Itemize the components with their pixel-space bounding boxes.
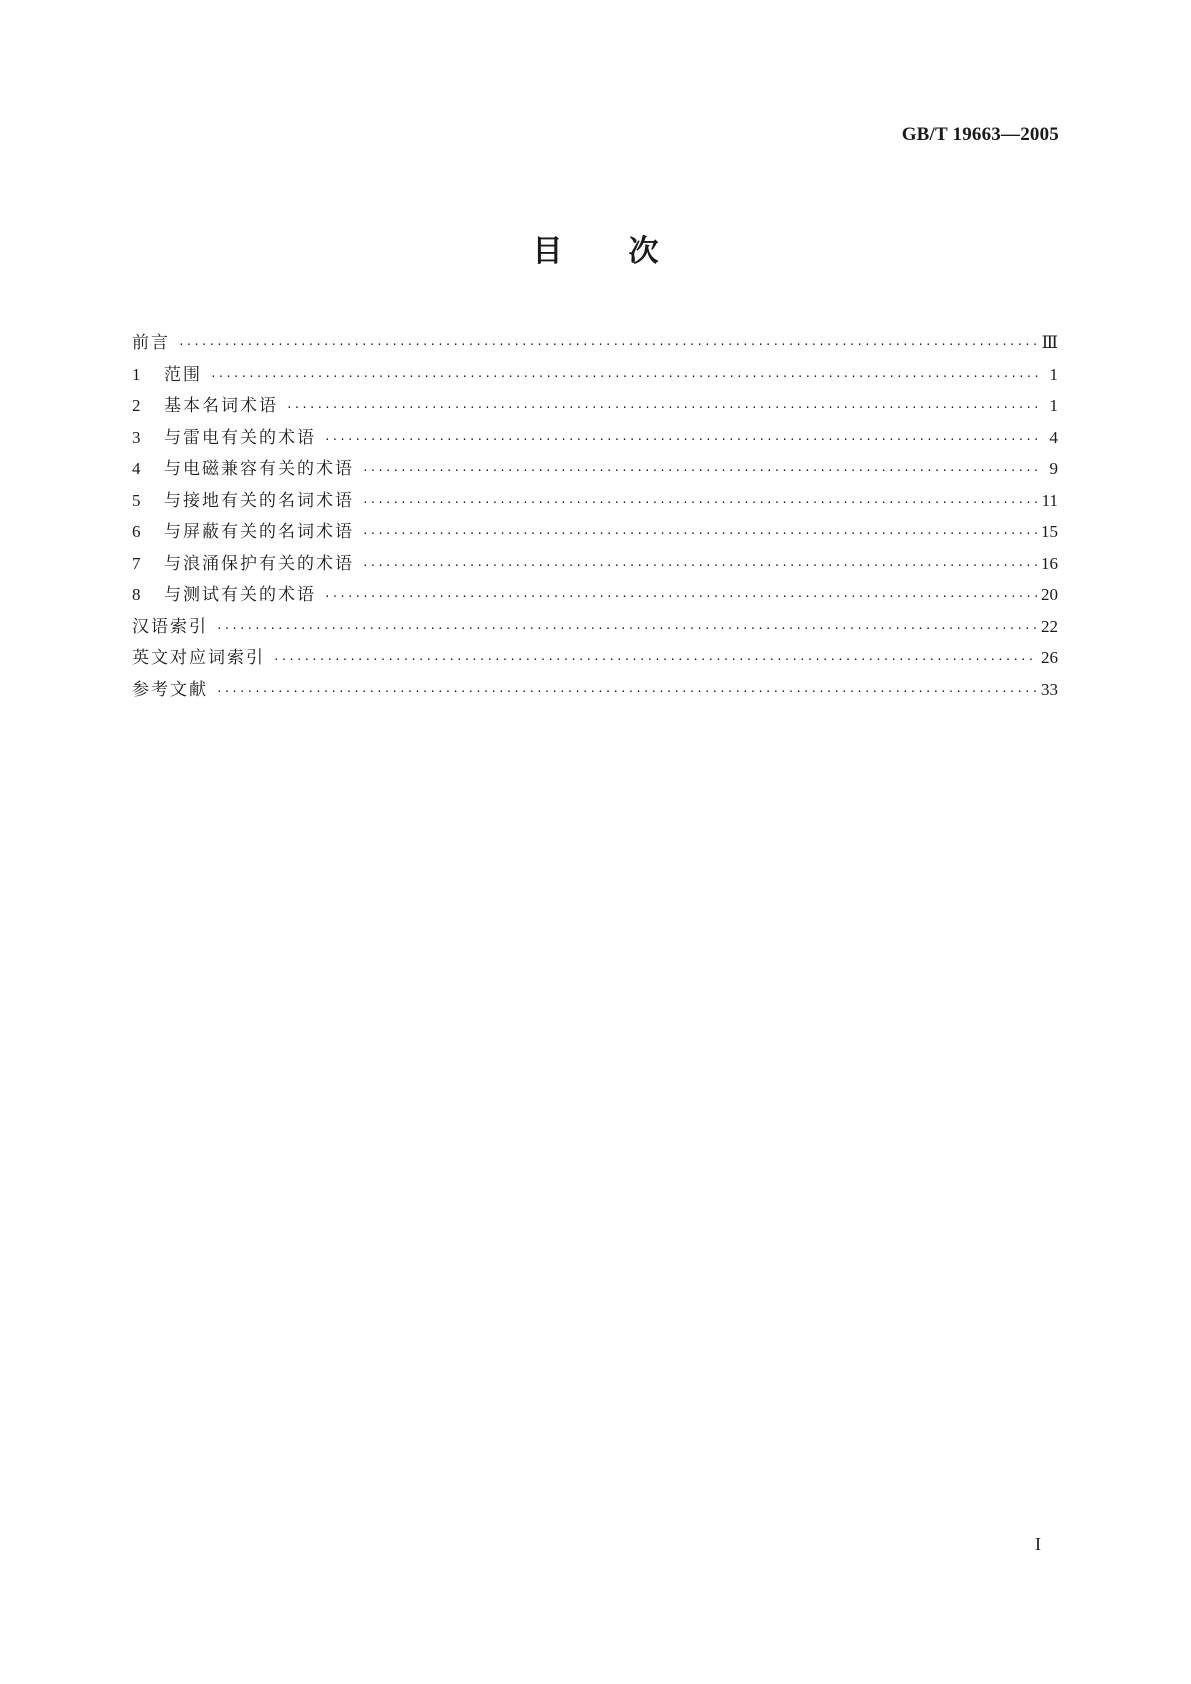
toc-entry-6[interactable]: [132, 517, 1058, 549]
toc-entry-label: 参考文献: [132, 679, 208, 700]
toc-leader-dots: [362, 559, 1037, 572]
toc-entry-label: 汉语索引: [132, 616, 208, 637]
toc-leader-dots: [216, 685, 1037, 698]
toc-entry-5[interactable]: [132, 486, 1058, 518]
toc-entry-page: Ⅲ: [1041, 333, 1058, 352]
toc-entry-number: 7: [132, 553, 141, 573]
toc-entry-page: 1: [1049, 364, 1058, 384]
toc-entry-label: 与雷电有关的术语: [164, 427, 316, 448]
toc-entry-label: 与接地有关的名词术语: [164, 490, 354, 511]
toc-entry-label: 与测试有关的术语: [164, 585, 316, 605]
toc-entry-1[interactable]: [132, 360, 1058, 392]
toc-entry-label: 基本名词术语: [164, 396, 278, 416]
toc-leader-dots: [362, 527, 1037, 540]
toc-entry-page: 16: [1041, 553, 1058, 573]
toc-entry-page: 20: [1041, 585, 1058, 604]
toc-entry-label: 与电磁兼容有关的术语: [164, 459, 354, 479]
toc-leader-dots: [324, 433, 1042, 446]
toc-entry-label: 与屏蔽有关的名词术语: [164, 522, 354, 542]
table-of-contents: [132, 328, 1058, 706]
toc-entry-page: 9: [1049, 459, 1058, 478]
toc-entry-page: 4: [1049, 427, 1058, 447]
toc-leader-dots: [362, 496, 1038, 509]
toc-entry-label: 英文对应词索引: [132, 648, 265, 668]
toc-leader-dots: [216, 622, 1037, 635]
toc-entry-4[interactable]: [132, 454, 1058, 486]
toc-entry-number: 5: [132, 490, 141, 510]
toc-entry-number: 2: [132, 396, 141, 415]
toc-entry-8[interactable]: [132, 580, 1058, 612]
toc-leader-dots: [362, 464, 1042, 477]
toc-entry-label: 与浪涌保护有关的术语: [164, 553, 354, 574]
toc-entry-3[interactable]: [132, 423, 1058, 455]
toc-entry-page: 26: [1041, 648, 1058, 667]
toc-entry-page: 22: [1041, 616, 1058, 636]
toc-entry-label: 范围: [164, 364, 202, 385]
toc-entry-label: 前言: [132, 333, 170, 353]
toc-entry-7[interactable]: [132, 549, 1058, 581]
toc-entry-2[interactable]: [132, 391, 1058, 423]
toc-entry-number: 8: [132, 585, 141, 604]
toc-entry-page: 1: [1049, 396, 1058, 415]
toc-entry-foreword[interactable]: [132, 328, 1058, 360]
toc-entry-number: 1: [132, 364, 141, 384]
toc-leader-dots: [210, 370, 1042, 383]
toc-leader-dots: [273, 653, 1037, 666]
toc-leader-dots: [178, 338, 1038, 351]
toc-leader-dots: [286, 401, 1042, 414]
toc-title: 目次: [532, 234, 725, 269]
toc-entry-number: 6: [132, 522, 141, 541]
toc-entry-english-index[interactable]: [132, 643, 1058, 675]
toc-entry-page: 33: [1041, 679, 1058, 699]
toc-entry-page: 15: [1041, 522, 1058, 541]
toc-entry-chinese-index[interactable]: [132, 612, 1058, 644]
toc-entry-number: 4: [132, 459, 141, 478]
toc-entry-number: 3: [132, 427, 141, 447]
toc-entry-references[interactable]: [132, 675, 1058, 707]
page-number: I: [1035, 1534, 1041, 1554]
standard-code: GB/T 19663—2005: [901, 124, 1059, 145]
toc-leader-dots: [324, 590, 1037, 603]
toc-entry-page: 11: [1041, 490, 1058, 510]
